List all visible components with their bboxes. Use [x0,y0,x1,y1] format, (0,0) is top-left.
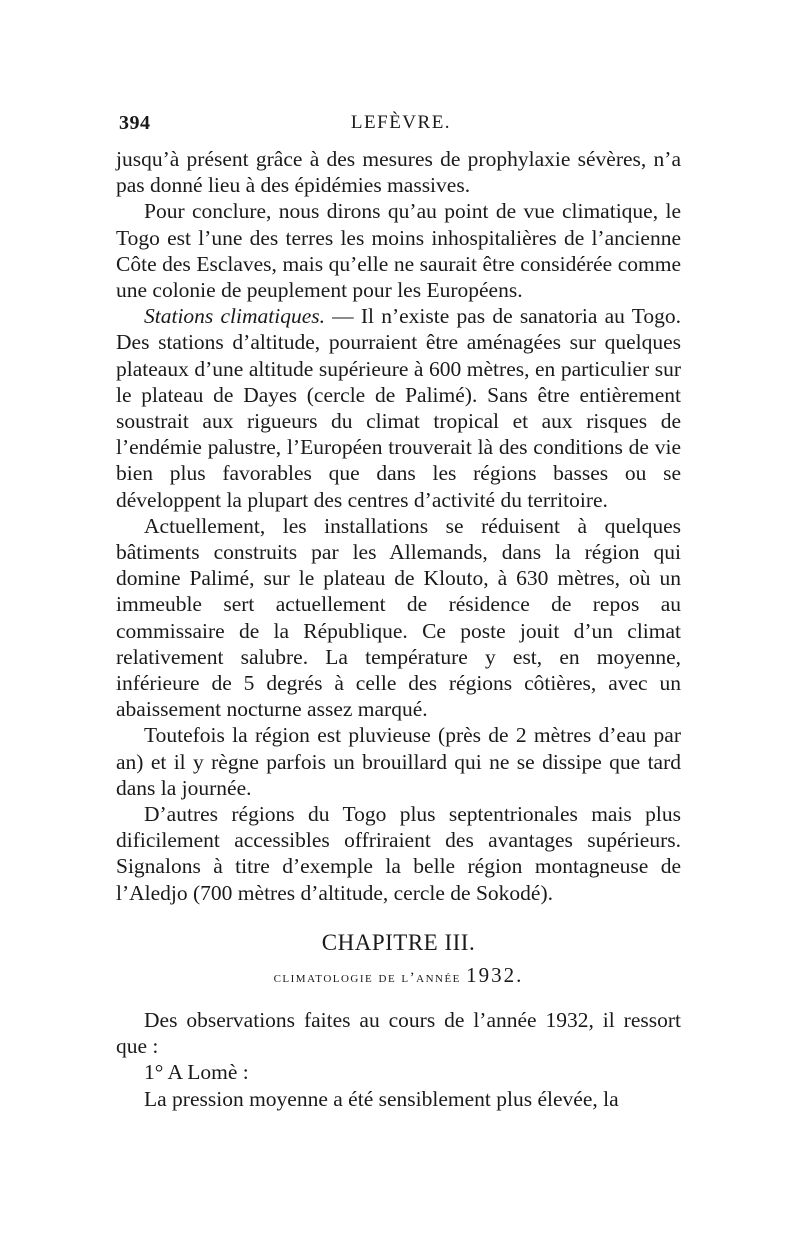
paragraph-observations: Des observations faites au cours de l’année 1932, il ressort que : [116,1007,681,1059]
paragraph-installations: Actuellement, les installations se réduisent à quelques bâtiments construits par les Allemands, dans la région qui domine Palimé, sur le plateau de Klouto, à 630 mètres, où un immeuble sert actuellement de résidence de repos au commissaire de la République. Ce poste jouit d’un climat relativement salubre. La température y est, en moyenne, inférieure de 5 degrés à celle des régions côtières, avec un abaissement nocturne assez marqué. [116,513,681,722]
page-number: 394 [119,112,151,134]
body-text [116,146,681,1112]
paragraph-conclusion: Pour conclure, nous dirons qu’au point de vue climatique, le Togo est l’une des terres les moins inhospitalières de l’ancienne Côte des Esclaves, mais qu’elle ne saurait être considérée comme une colonie de peuplement pour les Européens. [116,199,681,303]
running-head: LEFÈVRE. [350,112,452,133]
paragraph-stations-text: — Il n’existe pas de sanatoria au Togo. Des stations d’altitude, pourraient être aménagées sur quelques plateaux d’une altitude supérieure à 600 mètres, en particulier sur le plateau de Dayes (cercle de Palimé). Sans être entièrement soustrait aux rigueurs du climat tropical et aux risques de l’endémie palustre, l’Européen trouverait là des conditions de vie bien plus favorables que dans les régions basses ou se développent la plupart des centres d’activité du territoire. [116,304,681,512]
paragraph-pressure: La pression moyenne a été sensiblement plus élevée, la [144,1086,619,1111]
paragraph-weather: Toutefois la région est pluvieuse (près de 2 mètres d’eau par an) et il y règne parfois un brouillard qui ne se dissipe que tard dans la journée. [116,723,681,800]
paragraph-other-regions: D’autres régions du Togo plus septentrionales mais plus dificilement accessibles offriraient des avantages supérieurs. Signalons à titre d’exemple la belle région montagneuse de l’Aledjo (700 mètres d’altitude, cercle de Sokodé). [116,802,681,905]
paragraph-continuation: jusqu’à présent grâce à des mesures de prophylaxie sévères, n’a pas donné lieu à des épidémies massives. [116,147,681,198]
list-item-lome: 1° A Lomè : [144,1060,249,1085]
paragraph-stations [116,303,681,513]
chapter-subtitle-text: climatologie de l’année [273,969,461,986]
page-header [116,112,686,142]
chapter-subtitle-year: 1932. [466,962,524,987]
chapter-subtitle [116,960,681,993]
section-lead-stations: Stations climatiques. [144,304,325,329]
chapter-title: CHAPITRE III. [321,929,476,955]
